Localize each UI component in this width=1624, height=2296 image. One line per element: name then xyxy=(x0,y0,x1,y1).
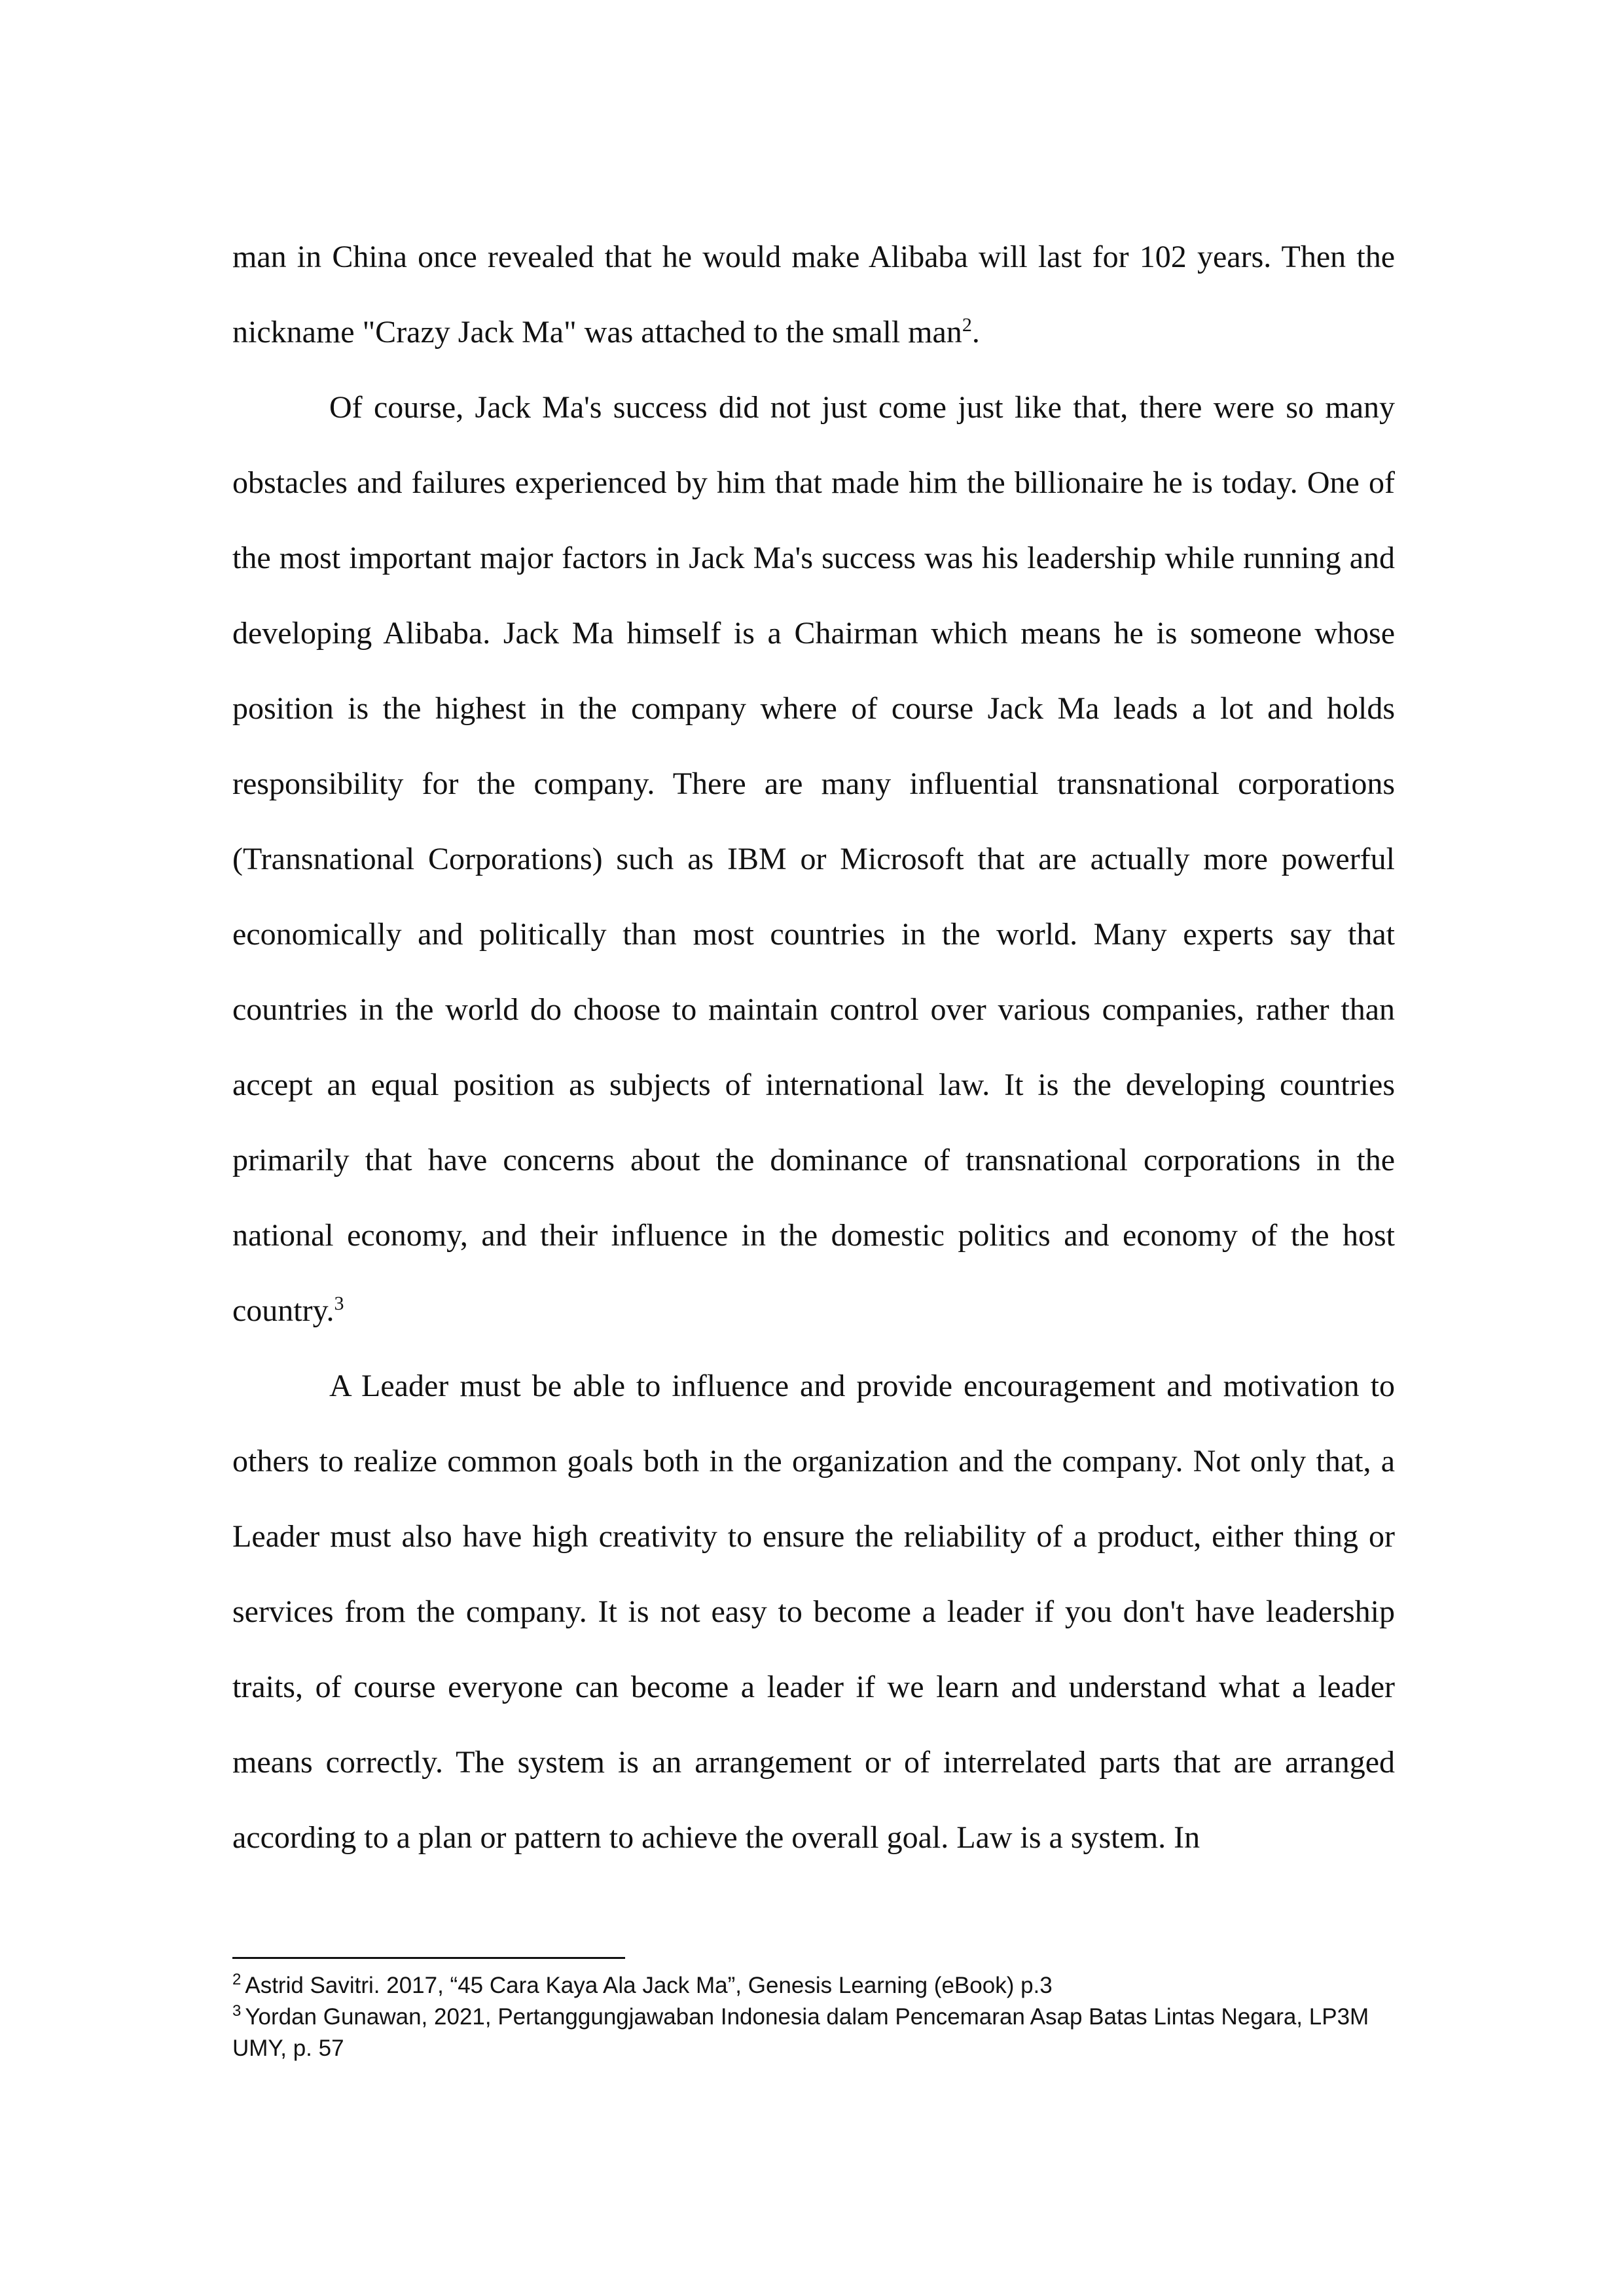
footnotes xyxy=(232,1970,1395,2064)
paragraph-1 xyxy=(232,219,1395,370)
footnote-3-number: 3 xyxy=(232,2002,242,2020)
footnote-separator xyxy=(232,1957,625,1959)
paragraph-3 xyxy=(232,1348,1395,1875)
paragraph-1-tail: . xyxy=(971,315,980,350)
paragraph-2-text: Of course, Jack Ma's success did not just come just like that, there were so many obstacles and failures experienced by him that made him the billionaire he is today. One of the most important major factors in Jack Ma's success was his leadership while running and developing Alibaba. Jack Ma himself is a Chairman which means he is someone whose position is the highest in the company where of course Jack Ma leads a lot and holds responsibility for the company. There are many influential transnational corporations (Transnational Corporations) such as IBM or Microsoft that are actually more powerful economically and politically than most countries in the world. Many experts say that countries in the world do choose to maintain control over various companies, rather than accept an equal position as subjects of international law. It is the developing countries primarily that have concerns about the dominance of transnational corporations in the national economy, and their influence in the domestic politics and economy of the host country. xyxy=(232,390,1395,1328)
footnote-ref-3[interactable]: 3 xyxy=(334,1293,344,1314)
footnote-3-text: Yordan Gunawan, 2021, Pertanggungjawaban Indonesia dalam Pencemaran Asap Batas Lintas Negara, LP3M UMY, p. 57 xyxy=(232,2004,1369,2061)
footnote-2-number: 2 xyxy=(232,1971,242,1989)
footnote-2-text: Astrid Savitri. 2017, “45 Cara Kaya Ala Jack Ma”, Genesis Learning (eBook) p.3 xyxy=(245,1973,1053,1998)
paragraph-2 xyxy=(232,370,1395,1348)
paragraph-1-text: man in China once revealed that he would make Alibaba will last for 102 years. Then the nickname "Crazy Jack Ma" was attached to the small man xyxy=(232,240,1395,350)
footnote-3 xyxy=(232,2001,1395,2064)
paragraph-3-text: A Leader must be able to influence and provide encouragement and motivation to others to realize common goals both in the organization and the company. Not only that, a Leader must also have high creativity to ensure the reliability of a product, either thing or services from the company. It is not easy to become a leader if you don't have leadership traits, of course everyone can become a leader if we learn and understand what a leader means correctly. The system is an arrangement or of interrelated parts that are arranged according to a plan or pattern to achieve the overall goal. Law is a system. In xyxy=(232,1369,1395,1855)
footnote-ref-2[interactable]: 2 xyxy=(962,314,972,336)
footnote-2 xyxy=(232,1970,1395,2001)
body-text xyxy=(232,219,1395,1875)
